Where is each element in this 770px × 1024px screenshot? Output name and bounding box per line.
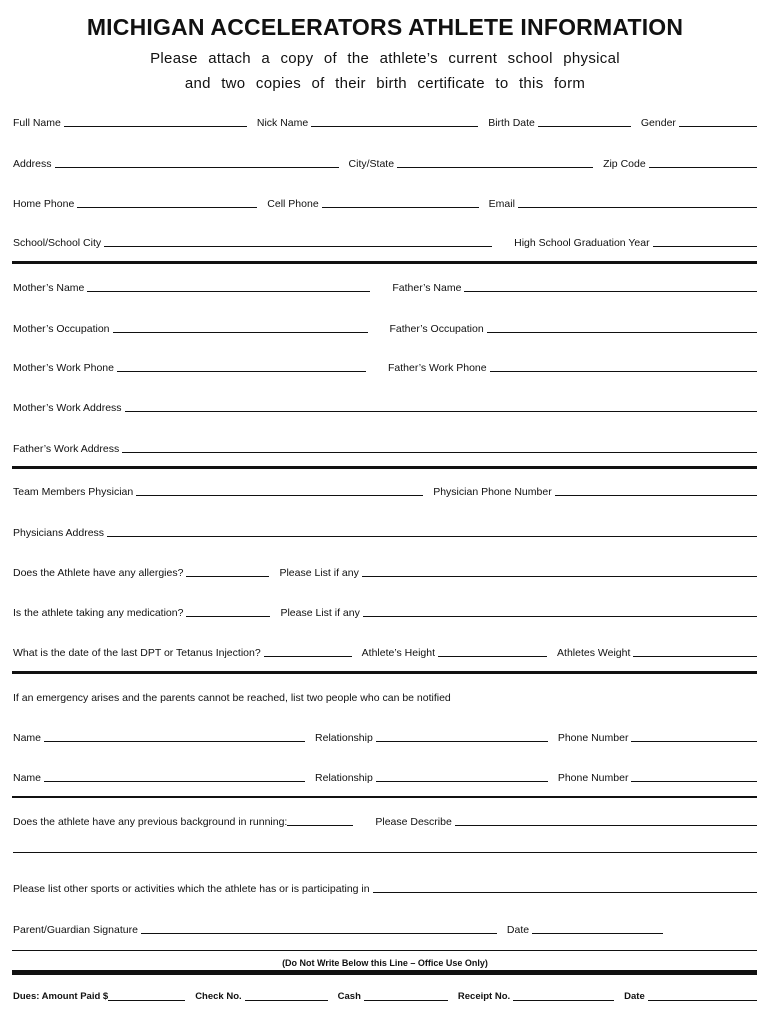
father-name-label: Father’s Name [392,282,462,294]
mother-work-address-label: Mother’s Work Address [13,402,122,414]
allergies-list-label: Please List if any [279,567,359,579]
medication-list-label: Please List if any [280,607,360,619]
emergency-intro-text: If an emergency arises and the parents cannot be reached, list two people who can be notified [13,692,451,704]
tetanus-field[interactable] [264,656,352,657]
gender-field[interactable] [679,126,757,127]
section-divider [12,261,757,264]
row-school [13,233,757,249]
mother-occupation-label: Mother’s Occupation [13,323,110,335]
father-occupation-field[interactable] [487,332,757,333]
grad-year-field[interactable] [653,246,757,247]
physician-phone-label: Physician Phone Number [433,486,552,498]
row-other-sports [13,879,757,895]
signature-label: Parent/Guardian Signature [13,924,138,936]
grad-year-label: High School Graduation Year [514,237,650,249]
check-no-label: Check No. [195,991,242,1002]
form-subtitle-line1: Please attach a copy of the athlete’s current school physical [150,50,620,67]
dues-field[interactable] [108,1000,185,1001]
describe-field[interactable] [455,825,757,826]
cell-phone-field[interactable] [322,207,479,208]
physician-address-label: Physicians Address [13,527,105,539]
father-work-address-label: Father’s Work Address [13,443,120,455]
contact2-relationship-label: Relationship [315,772,373,784]
section-divider [12,466,757,469]
row-name [13,113,757,129]
city-state-field[interactable] [397,167,593,168]
contact2-phone-label: Phone Number [557,772,629,784]
weight-field[interactable] [633,656,757,657]
mother-work-phone-label: Mother’s Work Phone [13,362,114,374]
running-label: Does the athlete have any previous background in running: [13,816,288,828]
nick-name-field[interactable] [311,126,478,127]
row-office-use [13,987,757,1003]
describe-field-continued[interactable] [13,852,757,853]
father-occupation-label: Father’s Occupation [389,323,484,335]
medication-list-field[interactable] [363,616,757,617]
full-name-field[interactable] [64,126,247,127]
allergies-label: Does the Athlete have any allergies? [13,567,184,579]
physician-label: Team Members Physician [13,486,134,498]
mother-work-address-field[interactable] [125,411,757,412]
weight-label: Athletes Weight [557,647,631,659]
contact2-phone-field[interactable] [631,781,757,782]
city-state-label: City/State [348,158,395,170]
dues-label: Dues: Amount Paid $ [13,991,109,1002]
row-parent-work-phones [13,358,757,374]
other-sports-label: Please list other sports or activities which the athlete has or is participating in [13,883,370,895]
section-divider [12,671,757,674]
contact2-name-field[interactable] [44,781,305,782]
tetanus-label: What is the date of the last DPT or Tetanus Injection? [13,647,261,659]
signature-field[interactable] [141,933,497,934]
row-parent-occupations [13,319,757,335]
cell-phone-label: Cell Phone [267,198,319,210]
physician-address-field[interactable] [107,536,757,537]
row-allergies [13,563,757,579]
receipt-no-field[interactable] [513,1000,614,1001]
address-label: Address [13,158,52,170]
form-title: MICHIGAN ACCELERATORS ATHLETE INFORMATION [86,14,684,40]
check-no-field[interactable] [245,1000,328,1001]
home-phone-field[interactable] [77,207,257,208]
row-emergency-intro [13,688,757,704]
office-date-label: Date [624,991,645,1002]
row-running [13,812,757,828]
gender-label: Gender [640,117,676,129]
zip-code-field[interactable] [649,167,757,168]
physician-field[interactable] [136,495,423,496]
form-subtitle-line2: and two copies of their birth certificate to this form [184,75,586,92]
row-emergency-contact-2 [13,768,757,784]
contact1-name-label: Name [13,732,42,744]
row-father-work-address [13,439,757,455]
contact1-relationship-field[interactable] [376,741,548,742]
father-name-field[interactable] [464,291,757,292]
allergies-field[interactable] [186,576,269,577]
mother-work-phone-field[interactable] [117,371,366,372]
row-tetanus [13,643,757,659]
father-work-phone-field[interactable] [490,371,757,372]
mother-name-label: Mother’s Name [13,282,85,294]
contact1-relationship-label: Relationship [315,732,373,744]
contact2-relationship-field[interactable] [376,781,548,782]
row-mother-work-address [13,398,757,414]
birth-date-field[interactable] [538,126,631,127]
section-divider [12,796,757,798]
row-address [13,154,757,170]
row-medication [13,603,757,619]
email-label: Email [488,198,515,210]
row-signature [13,920,757,936]
running-field[interactable] [287,825,353,826]
medication-label: Is the athlete taking any medication? [13,607,184,619]
email-field[interactable] [518,207,757,208]
physician-phone-field[interactable] [555,495,757,496]
height-label: Athlete’s Height [361,647,436,659]
row-emergency-contact-1 [13,728,757,744]
office-divider-bottom [12,970,757,975]
school-city-field[interactable] [104,246,492,247]
mother-name-field[interactable] [87,291,370,292]
contact2-name-label: Name [13,772,42,784]
father-work-address-field[interactable] [122,452,757,453]
birth-date-label: Birth Date [488,117,535,129]
describe-label: Please Describe [375,816,452,828]
office-use-notice: (Do Not Write Below this Line – Office Use Only) [282,958,488,968]
contact1-name-field[interactable] [44,741,305,742]
zip-code-label: Zip Code [603,158,646,170]
receipt-no-label: Receipt No. [457,991,511,1002]
row-parent-names [13,278,757,294]
cash-label: Cash [337,991,361,1002]
contact1-phone-label: Phone Number [557,732,629,744]
nick-name-label: Nick Name [256,117,309,129]
row-physician-address [13,523,757,539]
contact1-phone-field[interactable] [631,741,757,742]
school-city-label: School/School City [13,237,102,249]
office-date-field[interactable] [648,1000,757,1001]
medication-field[interactable] [186,616,270,617]
signature-date-field[interactable] [532,933,663,934]
home-phone-label: Home Phone [13,198,75,210]
other-sports-field[interactable] [373,892,757,893]
allergies-list-field[interactable] [362,576,757,577]
father-work-phone-label: Father’s Work Phone [387,362,487,374]
row-physician [13,482,757,498]
office-divider-top [12,950,757,951]
mother-occupation-field[interactable] [113,332,368,333]
row-phones [13,194,757,210]
signature-date-label: Date [506,924,530,936]
address-field[interactable] [55,167,339,168]
cash-field[interactable] [364,1000,448,1001]
height-field[interactable] [438,656,547,657]
full-name-label: Full Name [13,117,61,129]
